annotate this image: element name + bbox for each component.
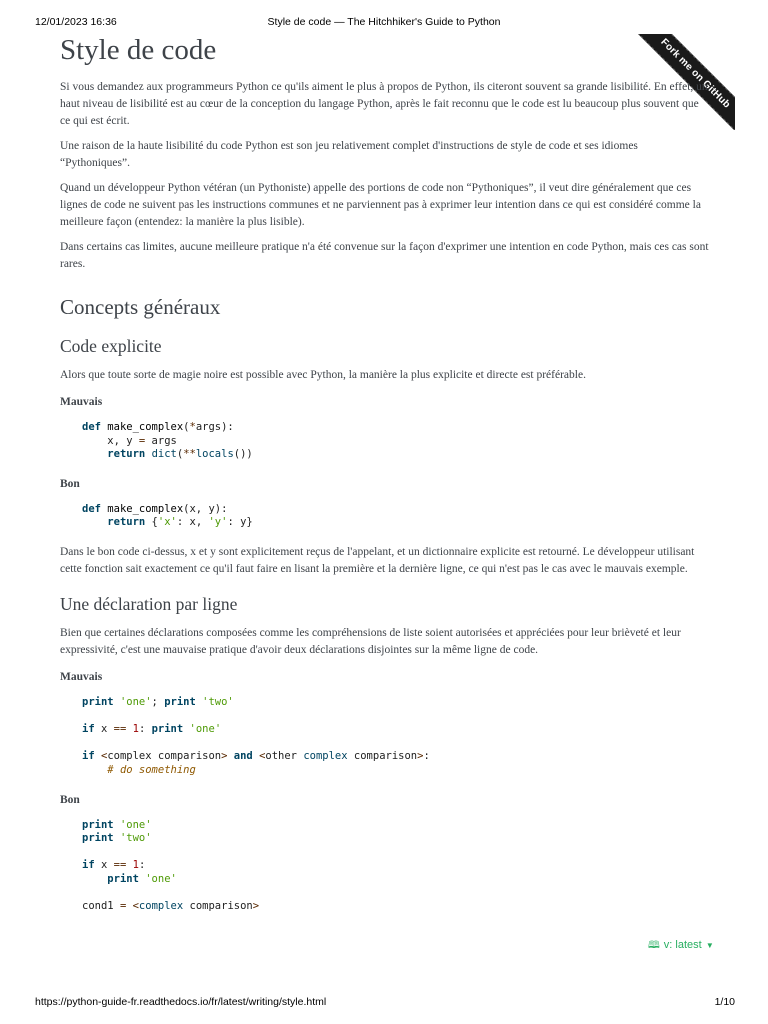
good-example-label: Bon <box>60 793 80 806</box>
print-datetime: 12/01/2023 16:36 <box>35 16 117 28</box>
book-icon: 🕮 <box>648 940 660 951</box>
explicit-intro: Alors que toute sorte de magie noire est possible avec Python, la manière la plus explicite et directe est préférable. <box>60 369 586 381</box>
intro-paragraph-1: Si vous demandez aux programmeurs Python ce qu'ils aiment le plus à propos de Python, ils citeront souvent sa grande lisibilité. En effet, un haut niveau de lisibilité est au cœur de la conception du langage Python, après le fait reconnu que le code est lu beaucoup plus souvent que ce qui est écrit. <box>60 81 708 127</box>
code-block-bad-statements: print 'one'; print 'two' if x == 1: print 'one' if <complex comparison> and <other complex comparison>: # do something <box>82 695 430 776</box>
print-footer <box>0 996 768 1010</box>
version-label[interactable]: v: latest <box>663 939 702 951</box>
code-block-good-statements: print 'one' print 'two' if x == 1: print 'one' cond1 = <complex comparison> <box>82 818 260 913</box>
print-header <box>0 16 768 30</box>
page-title: Style de code <box>60 34 217 66</box>
bad-example-label: Mauvais <box>60 396 103 408</box>
page-counter: 1/10 <box>714 996 735 1008</box>
explicit-explanation: Dans le bon code ci-dessus, x et y sont explicitement reçus de l'appelant, et un dictionnaire explicite est retourné. Le développeur utilisant cette fonction sait exactement ce qu'il faut faire en lisant la première et la dernière ligne, ce qui n'est pas le cas avec le mauvais exemple. <box>60 545 695 575</box>
github-ribbon-label[interactable]: Fork me on GitHub <box>633 34 735 130</box>
main-content <box>60 30 710 928</box>
intro-paragraph-2: Une raison de la haute lisibilité du code Python est son jeu relativement complet d'instructions de style de code et ses idiomes “Pythoniques”. <box>60 140 638 169</box>
intro-paragraph-3: Quand un développeur Python vétéran (un Pythoniste) appelle des portions de code non “Pythoniques”, il veut dire généralement que ces lignes de code ne suivent pas les instructions communes et ne parviennent pas à exprimer leur intention dans ce qui est considéré comme la meilleure façon (entendez: la manière la plus lisible). <box>60 182 701 228</box>
subsection-heading-explicit: Code explicite <box>60 336 162 356</box>
version-switcher[interactable] <box>648 938 714 955</box>
intro-paragraph-4: Dans certains cas limites, aucune meilleure pratique n'a été convenue sur la façon d'exprimer une intention en code Python, mais ces cas sont rares. <box>60 241 709 270</box>
bad-example-label: Mauvais <box>60 670 103 683</box>
print-doc-title: Style de code — The Hitchhiker's Guide to Python <box>267 16 501 28</box>
caret-down-icon: ▼ <box>703 941 714 950</box>
section-heading-concepts: Concepts généraux <box>60 295 221 319</box>
print-url: https://python-guide-fr.readthedocs.io/fr/latest/writing/style.html <box>35 996 327 1008</box>
one-statement-intro: Bien que certaines déclarations composées comme les compréhensions de liste soient autorisées et appréciées pour leur brièveté et leur expressivité, c'est une mauvaise pratique d'avoir deux déclarations disjointes sur la même ligne de code. <box>60 626 681 656</box>
code-block-bad-explicit: def make_complex(*args): x, y = args return dict(**locals()) <box>82 421 253 461</box>
subsection-heading-one-statement: Une déclaration par ligne <box>60 593 238 614</box>
code-block-good-explicit: def make_complex(x, y): return {'x': x, 'y': y} <box>82 502 253 529</box>
good-example-label: Bon <box>60 477 80 490</box>
